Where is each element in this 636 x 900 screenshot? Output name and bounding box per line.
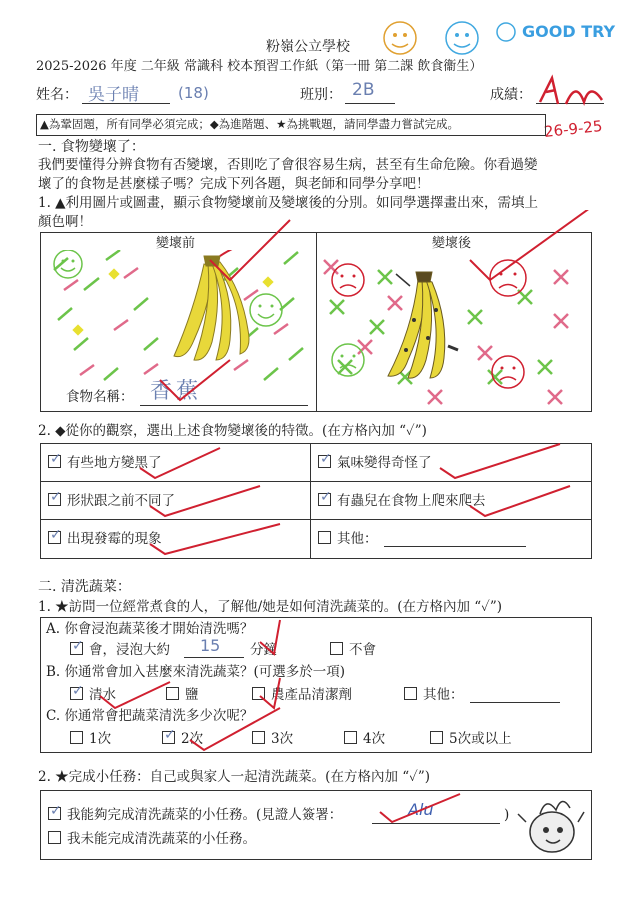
- class-value: 2B: [352, 80, 375, 100]
- marking-date: 26-9-25: [543, 116, 604, 142]
- teacher-tick-marks: [30, 210, 620, 410]
- qb-option-3[interactable]: 農產品清潔劑: [252, 686, 352, 704]
- task-done-option[interactable]: ✓ 我能夠完成清洗蔬菜的小任務。(見證人簽署：: [50, 803, 343, 823]
- section1-intro-line1: 我們要懂得分辨食物有否變壞，否則吃了會很容易生病，甚至有生命危險。你看過變: [38, 157, 538, 173]
- qa-question: A. 你會浸泡蔬菜後才開始清洗嗎？: [46, 621, 254, 637]
- task-done-close: ): [504, 807, 510, 823]
- section1-intro-line2: 壞了的食物是甚麼樣子嗎？完成下列各題，與老師和同學分享吧！: [38, 176, 430, 192]
- checkbox[interactable]: ✓: [164, 727, 176, 743]
- sticker-cartoon-icon: [370, 10, 530, 70]
- checkbox[interactable]: ✓: [320, 489, 332, 505]
- task-not-done-option[interactable]: 我未能完成清洗蔬菜的小任務。: [48, 830, 256, 848]
- section1-heading: 一. 食物變壞了：: [38, 139, 145, 155]
- q1-line1: 1. ▲利用圖片或圖畫，顯示食物變壞前及變壞後的分別。如同學選擇畫出來，需填上: [38, 195, 539, 211]
- checkbox[interactable]: ✓: [320, 451, 332, 467]
- qc-option-1[interactable]: 1次: [70, 730, 111, 748]
- qb-option-2[interactable]: 鹽: [166, 686, 199, 704]
- q2-text: 2. ◆從你的觀察，選出上述食物變壞後的特徵。(在方格內加 “✓”): [38, 423, 427, 439]
- checkbox[interactable]: ✓: [50, 451, 62, 467]
- q2-option-1[interactable]: ✓ 有些地方變黑了: [50, 451, 162, 471]
- checkbox[interactable]: ✓: [72, 683, 84, 699]
- witness-signature: Alu: [408, 800, 434, 819]
- worksheet-subtitle: 2025-2026 年度 二年級 常識科 校本預習工作紙（第一冊 第二課 飲食衞生）: [36, 59, 483, 74]
- minutes-value: 15: [200, 636, 221, 655]
- qc-option-3[interactable]: 3次: [252, 730, 293, 748]
- q2-option-5[interactable]: ✓ 出現發霉的現象: [50, 527, 162, 547]
- qc-question: C. 你通常會把蔬菜清洗多少次呢？: [46, 708, 254, 724]
- food-name-value: 香蕉: [150, 379, 203, 404]
- s2-q2-text: 2. ★完成小任務：自己或與家人一起清洗蔬菜。(在方格內加 “✓”): [38, 769, 431, 785]
- qb-question: B. 你通常會加入甚麼來清洗蔬菜？(可選多於一項): [46, 664, 346, 680]
- qc-option-5[interactable]: 5次或以上: [430, 730, 512, 748]
- class-line: [345, 103, 395, 104]
- instructions-text: ▲為鞏固題，所有同學必須完成；◆為進階題、★為挑戰題，請同學盡力嘗試完成。: [40, 117, 459, 131]
- checkbox[interactable]: ✓: [50, 527, 62, 543]
- minutes-unit: 分鐘: [250, 642, 277, 658]
- q2-option-3[interactable]: ✓ 形狀跟之前不同了: [50, 489, 175, 509]
- score-label: 成績：: [490, 87, 532, 103]
- checkbox[interactable]: [48, 831, 61, 844]
- checkbox[interactable]: ✓: [50, 803, 62, 819]
- q2-option-6[interactable]: 其他：: [318, 530, 378, 548]
- checkbox[interactable]: ✓: [50, 489, 62, 505]
- qb-option-4[interactable]: 其他：: [404, 686, 464, 704]
- name-label: 姓名：: [36, 87, 78, 103]
- q1-line2: 顏色啊！: [38, 214, 92, 230]
- section2-red-ticks: [40, 612, 600, 752]
- s2-q1-text: 1. ★訪問一位經常煮食的人，了解他/她是如何清洗蔬菜的。(在方格內加 “✓”): [38, 599, 503, 615]
- food-name-label: 食物名稱：: [66, 389, 134, 405]
- task-red-tick: [360, 792, 560, 832]
- before-label: 變壞前: [156, 236, 196, 251]
- section2-heading: 二. 清洗蔬菜：: [38, 579, 131, 595]
- qb-option-1[interactable]: ✓ 清水: [72, 683, 116, 703]
- school-name: 粉嶺公立學校: [266, 39, 350, 55]
- qc-option-4[interactable]: 4次: [344, 730, 385, 748]
- class-label: 班別：: [300, 87, 342, 103]
- class-number: (18): [178, 84, 209, 102]
- name-value: 吳子晴: [88, 85, 139, 105]
- good-try-sticker: GOOD TRY: [522, 22, 616, 41]
- qc-option-2[interactable]: ✓ 2次: [164, 727, 204, 747]
- qa-yes-option[interactable]: ✓ 會，浸泡大約: [72, 638, 170, 658]
- checkbox[interactable]: ✓: [72, 638, 84, 654]
- after-label: 變壞後: [432, 236, 472, 251]
- q2-option-2[interactable]: ✓ 氣味變得奇怪了: [320, 451, 432, 471]
- q2-option-4[interactable]: ✓ 有蟲兒在食物上爬來爬去: [320, 489, 486, 509]
- q2-red-ticks: [40, 440, 600, 560]
- qa-no-option[interactable]: 不會: [330, 641, 376, 659]
